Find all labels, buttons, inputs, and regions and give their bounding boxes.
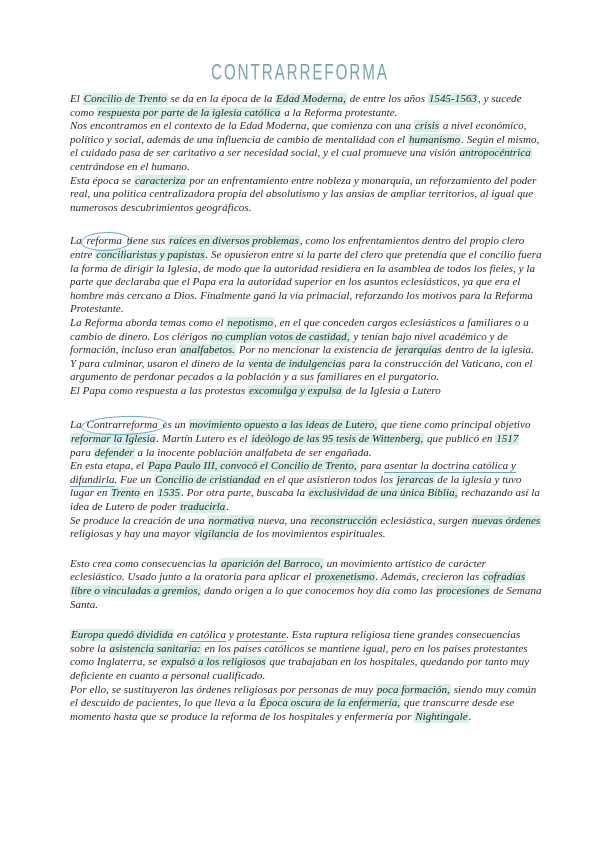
highlighted-text: proxenetismo xyxy=(315,571,375,584)
text-segment: es un xyxy=(159,419,189,432)
text-segment: . Esta ruptura religiosa tiene grandes consecuencias sobre la xyxy=(70,629,521,655)
text-segment: para xyxy=(357,460,385,473)
text-segment: y xyxy=(226,629,237,642)
text-segment: Nos encontramos en el contexto de la Edad Moderna, que comienza con una xyxy=(70,120,414,133)
highlighted-text: Concilio de cristiandad xyxy=(155,473,261,486)
text-segment: , y sucede como xyxy=(70,93,522,119)
paragraph xyxy=(70,235,542,317)
text-segment: de entre los años xyxy=(346,93,428,105)
paragraph xyxy=(70,419,542,460)
highlighted-text: analfabetos. xyxy=(180,344,236,357)
highlighted-text: respuesta por parte de la iglesia católica xyxy=(97,106,281,119)
text-segment: Esto crea como consecuencias la xyxy=(70,557,220,570)
text-segment: en el que asistieron todos los xyxy=(261,473,396,486)
highlighted-text: Edad Moderna, xyxy=(276,93,346,105)
highlighted-text: Concilio de Trento xyxy=(83,93,167,105)
underlined-text: católica xyxy=(190,629,227,642)
highlighted-text: 1517 xyxy=(496,433,519,446)
text-segment: nueva, una xyxy=(255,514,310,527)
highlighted-text: poca formación, xyxy=(376,683,450,696)
highlighted-text: aparición del Barroco, xyxy=(220,557,323,570)
highlighted-text: normativa xyxy=(208,514,255,527)
highlighted-text: reconstrucción xyxy=(310,514,377,527)
highlighted-text: exclusividad de una única Biblia, xyxy=(308,487,458,500)
text-segment: a la Reforma protestante. xyxy=(281,106,398,119)
text-segment: que tiene como principal objetivo xyxy=(378,419,531,432)
text-segment: La Reforma aborda temas como el xyxy=(70,316,227,329)
text-segment: . Además, crecieron las xyxy=(375,571,483,584)
text-segment: a nivel económico, político y social, además de una influencia de cambio de mentalidad con el xyxy=(70,120,527,146)
highlighted-text: 1535 xyxy=(157,487,181,500)
highlighted-text: conciliaristas y papistas xyxy=(96,248,205,261)
circled-term: reforma xyxy=(86,235,122,248)
highlighted-text: 1545-1563 xyxy=(428,93,477,105)
text-segment: de los movimientos espirituales. xyxy=(239,528,386,541)
text-segment: . Fue un xyxy=(114,473,155,486)
text-segment: centrándose en el humano. xyxy=(70,160,190,173)
paragraph xyxy=(70,93,542,120)
text-segment: que publicó en xyxy=(424,433,496,446)
text-segment: . Martín Lutero es el xyxy=(156,433,251,446)
highlighted-text: excomulga y expulsa xyxy=(249,384,342,397)
text-segment: , como los enfrentamientos dentro del propio clero entre xyxy=(70,235,525,261)
highlighted-text: caracteriza xyxy=(134,174,186,187)
text-segment: un movimiento artístico de carácter eclesiástico. Usado junto a la oratoria para aplicar el xyxy=(70,557,486,584)
highlighted-text: cofradías libre o vinculadas a gremios, xyxy=(71,571,526,597)
highlighted-text: raíces en diversos problemas xyxy=(169,235,299,248)
text-segment: dentro de la iglesia. Y para culminar, usaron el dinero de la xyxy=(70,344,534,370)
text-segment: En esta etapa, el xyxy=(70,460,147,473)
text-segment: religiosas y hay una mayor xyxy=(70,528,194,541)
underlined-text: protestante xyxy=(236,629,287,642)
highlighted-text: no cumplían votos de castidad, xyxy=(211,330,350,343)
text-segment: siendo muy común el descuido de pacientes, lo que lleva a la xyxy=(70,683,537,710)
text-segment: que transcurre desde ese momento hasta que se produce la reforma de los hospitales y enfermería por xyxy=(70,697,515,723)
text-segment: en xyxy=(174,629,191,642)
highlighted-text: Época oscura de la enfermería, xyxy=(259,697,401,710)
highlighted-text: nuevas órdenes xyxy=(471,514,541,527)
highlighted-text: ideólogo de las 95 tesis de Wittenberg, xyxy=(251,433,424,446)
paragraph xyxy=(70,515,542,542)
highlighted-text: jerarcas xyxy=(396,473,434,486)
text-segment: . Se opusieron entre sí la parte del clero que pretendía que el concilio fuera la forma de dirigir la Iglesia, de modo que la autoridad residiera en la asamblea de todos los fieles, y la parte que declaraba que el Papa era la autoridad superior en los asuntos eclesiásticos, ya que era el hombre más cercano a Dios. Finalmente ganó la vía primacial, reforzando los motivos para la Reforma Protestante. xyxy=(70,248,542,316)
text-segment: Esta época se xyxy=(70,174,134,187)
paragraph xyxy=(70,460,542,514)
text-segment: para xyxy=(70,446,94,459)
highlighted-text: traducirla xyxy=(180,501,226,514)
text-segment: . xyxy=(226,501,230,514)
paragraph xyxy=(70,684,542,725)
document-title: CONTRARREFORMA xyxy=(211,60,389,86)
highlighted-text: expulsó a los religiosos xyxy=(161,656,266,669)
text-segment: rechazando así la idea de Lutero de poder xyxy=(70,487,540,514)
underlined-text: asentar la doctrina católica y difundirla xyxy=(70,460,516,486)
text-segment: a la inocente población analfabeta de ser engañada. xyxy=(134,446,372,459)
highlighted-text: asistencia sanitaria: xyxy=(109,642,201,655)
text-segment: eclesiástica, surgen xyxy=(377,514,471,527)
text-segment: en los países católicos se mantiene igual, pero en los países protestantes como Inglaterra, se xyxy=(70,642,528,669)
text-segment: Por ello, se sustituyeron las órdenes religiosas por personas de muy xyxy=(70,683,376,696)
text-segment: tiene sus xyxy=(123,235,169,248)
text-segment: para la construcción del Vaticano, con el argumento de perdonar pecados a la población y a sus familiares en el purgatorio. xyxy=(70,357,533,384)
text-segment: . Por otra parte, buscaba la xyxy=(181,487,308,500)
highlighted-text: venta de indulgencias xyxy=(248,357,346,370)
paragraph xyxy=(70,558,542,612)
highlighted-text: humanismo xyxy=(408,133,461,146)
highlighted-text: vigilancia xyxy=(194,528,239,541)
highlighted-text: defender xyxy=(94,446,134,459)
paragraph xyxy=(70,385,542,399)
text-segment: de la Iglesia a Lutero xyxy=(342,384,441,397)
text-segment: que trabajaban en los hospitales, quedando por tanto muy deficiente en cuanto a personal cualificado. xyxy=(70,656,530,682)
highlighted-text: Papa Paulo III, convocó el Concilio de Trento, xyxy=(147,460,357,473)
highlighted-text: Trento xyxy=(111,487,140,500)
highlighted-text: reformar la Iglesia xyxy=(71,433,156,446)
paragraph xyxy=(70,317,542,385)
text-segment: . xyxy=(468,710,472,723)
circled-term: Contrarreforma xyxy=(86,419,158,432)
highlighted-text: nepotismo xyxy=(227,316,274,329)
text-segment: Se produce la creación de una xyxy=(70,514,208,527)
highlighted-text: procesiones xyxy=(436,585,490,597)
highlighted-text: crisis xyxy=(414,120,440,133)
text-segment: El Papa como respuesta a las protestas xyxy=(70,384,249,397)
paragraph xyxy=(70,175,542,216)
paragraph xyxy=(70,120,542,174)
text-segment: La xyxy=(70,235,85,248)
text-segment: La xyxy=(70,419,85,432)
text-segment: El xyxy=(70,93,83,105)
text-segment: por un enfrentamiento entre nobleza y monarquía, un reforzamiento del poder real, una política centralizadora propia del absolutismo y las ansias de ampliar territorios, al igual que numerosos descubrimientos geográficos. xyxy=(70,174,537,214)
text-segment: y tenían bajo nivel académico y de formación, incluso eran xyxy=(70,330,508,357)
text-segment: de Semana Santa. xyxy=(70,585,542,611)
text-segment: se da en la época de la xyxy=(167,93,276,105)
highlighted-text: jerarquías xyxy=(395,344,442,357)
text-segment: , en el que conceden cargos eclesiásticos a familiares o a cambio de dinero. Los clérigos xyxy=(70,316,529,343)
title-row xyxy=(0,0,600,85)
highlighted-text: Europa quedó dividida xyxy=(71,629,174,642)
highlighted-text: Nightingale xyxy=(415,710,468,723)
text-segment: Por no mencionar la existencia de xyxy=(236,344,395,357)
text-segment: en xyxy=(140,487,157,500)
document-body xyxy=(70,93,542,724)
paragraph xyxy=(70,629,542,683)
highlighted-text: movimiento opuesto a las ideas de Lutero, xyxy=(189,419,378,432)
text-segment: dando origen a lo que conocemos hoy día como las xyxy=(201,585,436,597)
text-segment: . Según el mismo, el cuidado pasa de ser caritativo a ser necesidad social, y el cual promueve una visión xyxy=(70,133,540,160)
text-segment: de la iglesia y tuvo lugar en xyxy=(70,473,522,500)
highlighted-text: antropocéntrica xyxy=(459,147,531,160)
